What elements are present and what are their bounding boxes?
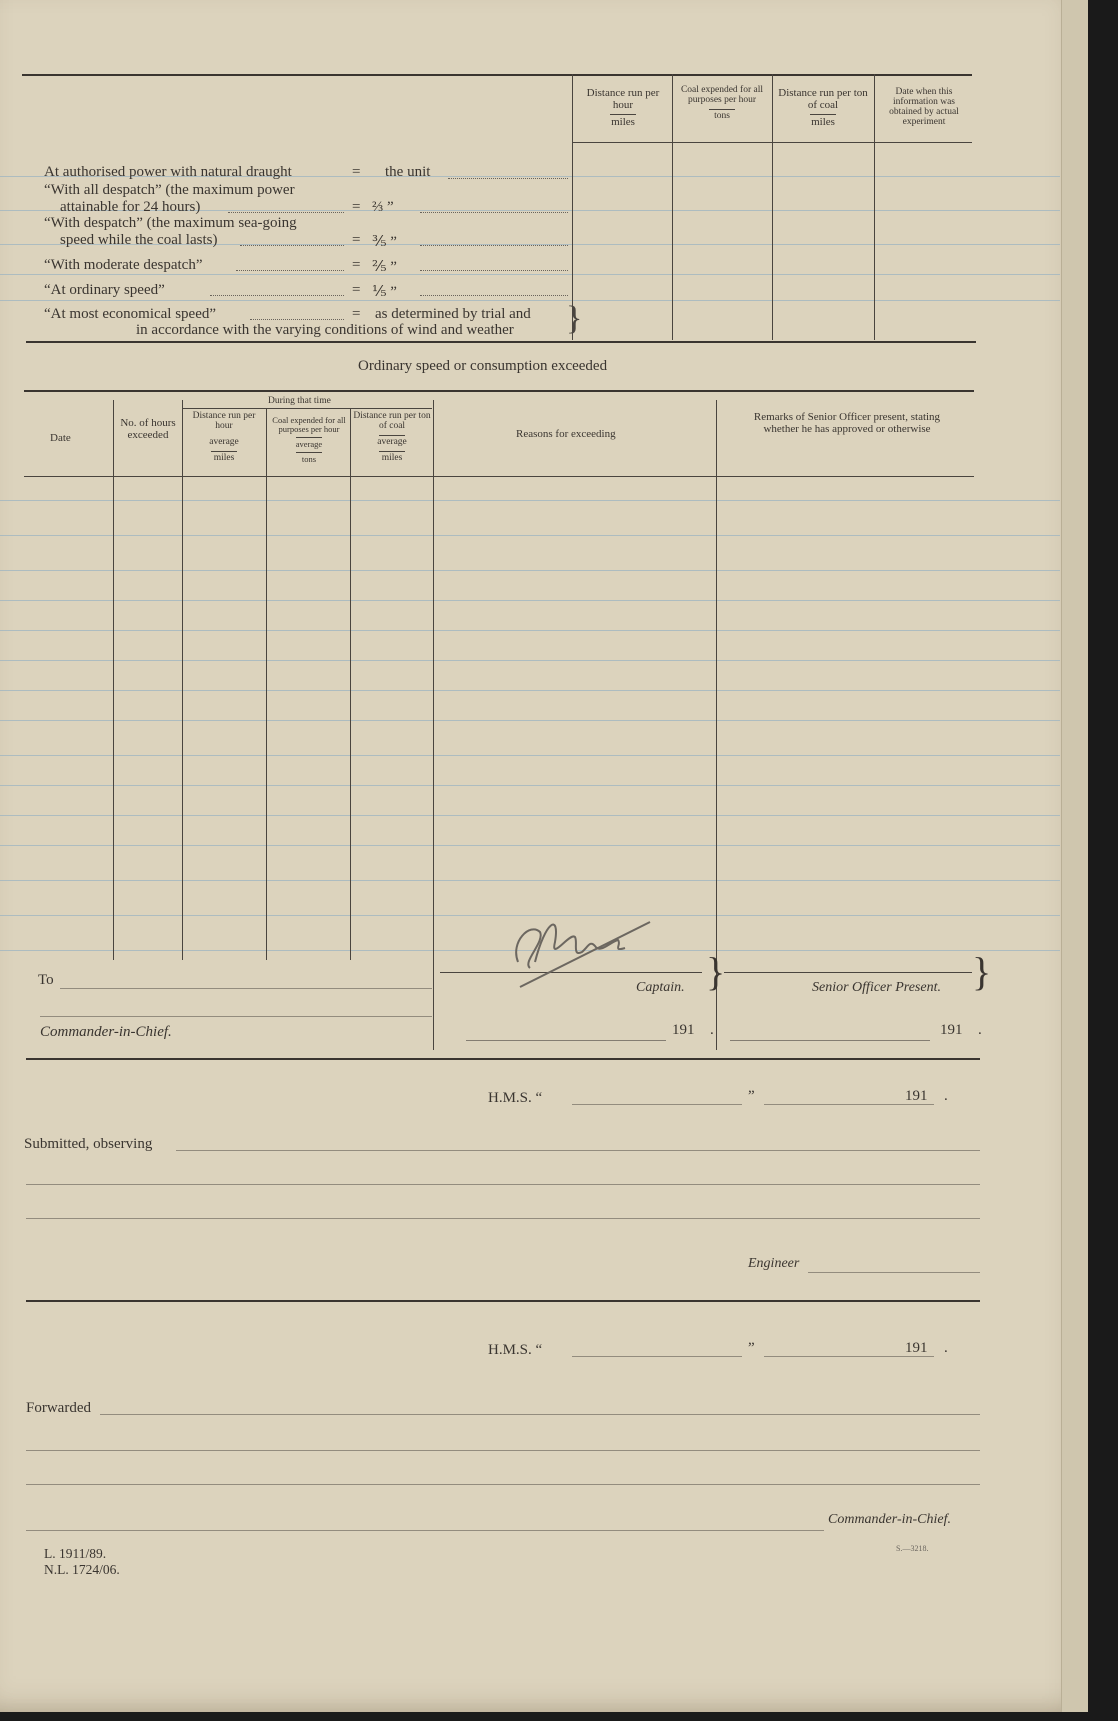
senior-date-year: 191	[940, 1022, 963, 1038]
speed-row-label: At authorised power with natural draught	[44, 164, 292, 180]
forwarded-line	[100, 1414, 980, 1415]
top-table-header-rule	[572, 142, 972, 143]
leader-dots	[236, 270, 344, 271]
ship-name-line	[572, 1104, 742, 1105]
top-table-divider	[672, 74, 673, 340]
brace-glyph: }	[972, 949, 992, 994]
forwarded-line	[26, 1484, 980, 1485]
speed-row-label-cont: speed while the coal lasts)	[60, 232, 218, 248]
col-header-hours: No. of hours exceeded	[120, 417, 176, 441]
col-header-remarks: Remarks of Senior Officer present, stating whether he has approved or otherwise	[753, 411, 941, 435]
ruled-line	[0, 785, 1060, 786]
page-edge	[1061, 0, 1088, 1712]
section-title: Ordinary speed or consumption exceeded	[358, 358, 608, 374]
speed-row-eq: =	[352, 164, 361, 180]
hms-close-quote: ”	[748, 1340, 755, 1356]
engineer-line	[808, 1272, 980, 1273]
speed-row-value: the unit	[385, 164, 431, 180]
col-header-dist-hour: Distance run per houraverage miles	[192, 411, 256, 463]
leader-dots	[420, 270, 568, 271]
speed-row-label: “With despatch” (the maximum sea-going	[44, 215, 297, 231]
section-rule	[26, 1058, 980, 1060]
ruled-line	[0, 660, 1060, 661]
hms-period: .	[944, 1340, 948, 1356]
ruled-line	[0, 690, 1060, 691]
hms-close-quote: ”	[748, 1088, 755, 1104]
col-header-coal: Coal expended for all purposes per hour average tons	[272, 415, 346, 464]
ruled-line	[0, 880, 1060, 881]
captain-signature	[500, 902, 660, 992]
observation-line	[26, 1218, 980, 1219]
ruled-line	[0, 300, 1060, 301]
speed-row-eq: =	[352, 257, 361, 273]
col-header-date-experiment: Date when this information was obtained by actual experiment	[889, 87, 959, 127]
forwarded-label: Forwarded	[26, 1400, 91, 1416]
date-line	[466, 1040, 666, 1041]
hms-label: H.M.S. “	[488, 1090, 543, 1106]
col-divider	[113, 400, 114, 960]
reference-code: L. 1911/89.	[44, 1546, 107, 1561]
speed-row-value: ⅗ ”	[372, 234, 397, 250]
speed-row-label: “At most economical speed”	[44, 306, 217, 322]
captain-date-year: 191	[672, 1022, 695, 1038]
hms-period: .	[944, 1088, 948, 1104]
col-header-dist-ton: Distance run per ton of coal average miles	[353, 411, 431, 463]
observation-line	[176, 1150, 980, 1151]
top-table-divider	[772, 74, 773, 340]
speed-row-label: “With all despatch” (the maximum power	[44, 182, 295, 198]
speed-row-value: ⅖ ”	[372, 259, 397, 275]
leader-dots	[420, 212, 568, 213]
speed-row-value: ⅔ ”	[372, 199, 394, 215]
to-label: To	[38, 972, 54, 988]
col-header-distance-per-ton: Distance run per ton of coal miles	[778, 87, 868, 129]
captain-label: Captain.	[636, 980, 685, 995]
hms-label: H.M.S. “	[488, 1342, 543, 1358]
ruled-line	[0, 845, 1060, 846]
senior-officer-label: Senior Officer Present.	[812, 980, 941, 995]
engineer-label: Engineer	[748, 1256, 800, 1271]
speed-row-eq: =	[352, 199, 361, 215]
leader-dots	[228, 212, 344, 213]
group-header: During that time	[268, 396, 331, 406]
leader-dots	[240, 245, 344, 246]
ruled-line	[0, 755, 1060, 756]
hms-year: 191	[905, 1340, 928, 1356]
forwarded-line	[26, 1450, 980, 1451]
col-header-distance-per-hour: Distance run per hour miles	[586, 87, 660, 129]
leader-dots	[210, 295, 344, 296]
speed-row-value: as determined by trial and	[375, 306, 531, 322]
lower-table-top-rule	[24, 390, 974, 392]
ruled-line	[0, 535, 1060, 536]
ruled-line	[0, 720, 1060, 721]
col-header-reasons: Reasons for exceeding	[516, 428, 616, 440]
speed-row-eq: =	[352, 232, 361, 248]
speed-row-label: “At ordinary speed”	[44, 282, 165, 298]
speed-row-label-cont: in accordance with the varying conditions of wind and weather	[136, 322, 514, 338]
print-code: S.—3218.	[896, 1544, 929, 1553]
ruled-line	[0, 815, 1060, 816]
speed-row-label-cont: attainable for 24 hours)	[60, 199, 201, 215]
commander-end-label: Commander-in-Chief.	[828, 1512, 951, 1527]
top-table-top-rule	[22, 74, 972, 76]
ruled-line	[0, 630, 1060, 631]
ship-name-line	[572, 1356, 742, 1357]
ruled-line	[0, 500, 1060, 501]
observation-line	[26, 1184, 980, 1185]
ruled-line	[0, 274, 1060, 275]
col-header-coal-per-hour: Coal expended for all purposes per hour tons	[680, 85, 764, 121]
brace-glyph: }	[566, 300, 583, 337]
leader-dots	[448, 178, 568, 179]
speed-row-label: “With moderate despatch”	[44, 257, 203, 273]
col-divider	[433, 400, 434, 1050]
top-table-bottom-rule	[26, 341, 976, 343]
senior-date-period: .	[978, 1022, 982, 1038]
brace-glyph: }	[706, 949, 726, 994]
commander-sign-line	[26, 1530, 824, 1531]
section-rule	[26, 1300, 980, 1302]
submitted-label: Submitted, observing	[24, 1136, 153, 1152]
speed-row-eq: =	[352, 306, 361, 322]
ruled-line	[0, 600, 1060, 601]
lower-table-header-rule	[24, 476, 974, 477]
col-divider	[350, 408, 351, 960]
leader-dots	[420, 295, 568, 296]
group-header-rule	[182, 408, 432, 409]
ruled-line	[0, 570, 1060, 571]
to-line	[60, 988, 432, 989]
speed-row-value: ⅕ ”	[372, 284, 397, 300]
speed-row-eq: =	[352, 282, 361, 298]
captain-date-period: .	[710, 1022, 714, 1038]
to-line	[40, 1016, 432, 1017]
top-table-divider	[874, 74, 875, 340]
date-line	[730, 1040, 930, 1041]
leader-dots	[420, 245, 568, 246]
col-header-date: Date	[50, 432, 71, 444]
col-divider	[266, 408, 267, 960]
hms-year: 191	[905, 1088, 928, 1104]
leader-dots	[250, 319, 344, 320]
reference-code: N.L. 1724/06.	[44, 1562, 120, 1577]
commander-label: Commander-in-Chief.	[40, 1024, 172, 1040]
senior-sign-line	[724, 972, 972, 973]
col-divider	[182, 400, 183, 960]
